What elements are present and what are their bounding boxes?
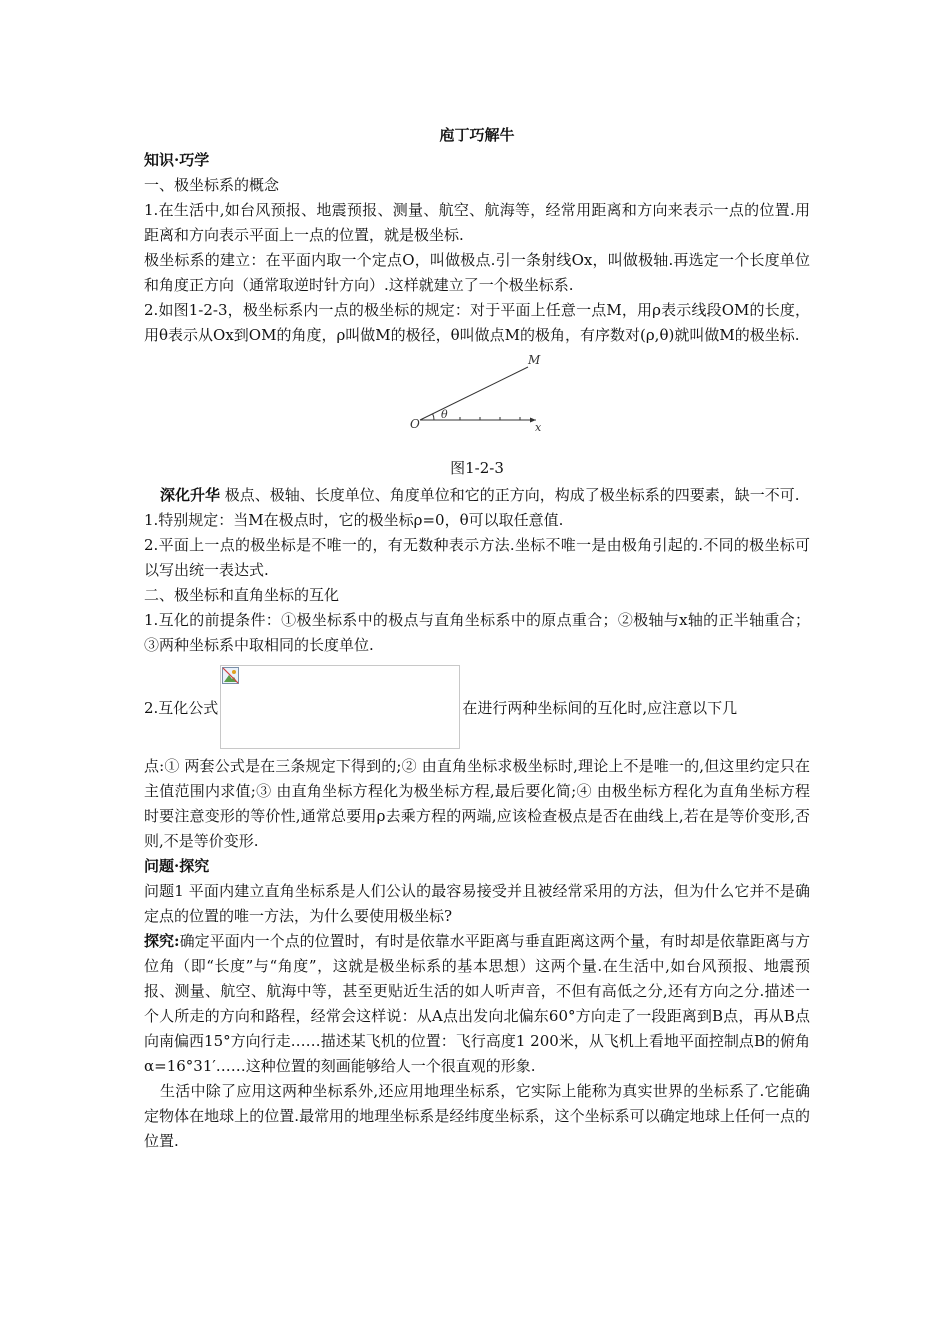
paragraph: 1.特别规定：当M在极点时，它的极坐标ρ=0，θ可以取任意值. bbox=[144, 511, 564, 529]
question-1: 问题1 平面内建立直角坐标系是人们公认的最容易接受并且被经常采用的方法，但为什么它并不是确定点的位置的唯一方法，为什么要使用极坐标? bbox=[144, 882, 810, 925]
section-heading-explore: 问题·探究 bbox=[144, 857, 210, 875]
document-title: 庖丁巧解牛 bbox=[439, 126, 515, 144]
figure-caption: 图1-2-3 bbox=[450, 459, 504, 477]
broken-image-icon bbox=[222, 667, 239, 684]
formula-before-text: 2.互化公式 bbox=[144, 698, 219, 717]
explore-text: 确定平面内一个点的位置时，有时是依靠水平距离与垂直距离这两个量，有时却是依靠距离与方位角（即“长度”与“角度”，这就是极坐标系的基本思想）这两个量.在生活中,如台风预报、地震预报、测量、航空、航海中等，甚至更贴近生活的如人听声音，不但有高低之分,还有方向之分.描述一个人所走的方向和路程，经常会这样说：从A点出发向北偏东60°方向走了一段距离到B点，再从B点向南偏西15°方向行走……描述某飞机的位置：飞行高度1 200米，从飞机上看地平面控制点B的俯角α=16°31′……这种位置的刻画能够给人一个很直观的形象. bbox=[144, 932, 810, 1075]
paragraph-explore bbox=[144, 929, 810, 1079]
paragraph-deepen bbox=[144, 483, 810, 508]
deepen-label: 深化升华 bbox=[160, 486, 221, 504]
formula-line bbox=[144, 664, 810, 750]
subheading-conversion: 二、极坐标和直角坐标的互化 bbox=[144, 586, 340, 604]
polar-diagram bbox=[404, 352, 544, 444]
paragraph-final: 生活中除了应用这两种坐标系外,还应用地理坐标系，它实际上能称为真实世界的坐标系了.它能确定物体在地球上的位置.最常用的地理坐标系是经纬度坐标系，这个坐标系可以确定地球上任何一点的位置. bbox=[144, 1082, 810, 1150]
figure-polar-coordinate bbox=[144, 352, 810, 444]
section-heading-knowledge: 知识·巧学 bbox=[144, 151, 210, 169]
formula-after-text: 在进行两种坐标间的互化时,应注意以下几 bbox=[462, 698, 738, 717]
label-o: O bbox=[410, 417, 420, 431]
explore-label: 探究: bbox=[144, 932, 180, 950]
deepen-text: 极点、极轴、长度单位、角度单位和它的正方向，构成了极坐标系的四要素，缺一不可. bbox=[220, 486, 800, 504]
label-x: x bbox=[535, 421, 542, 434]
paragraph: 1.在生活中,如台风预报、地震预报、测量、航空、航海等，经常用距离和方向来表示一点的位置.用距离和方向表示平面上一点的位置，就是极坐标. bbox=[144, 201, 810, 244]
document-page bbox=[144, 122, 810, 1154]
paragraph: 极坐标系的建立：在平面内取一个定点O，叫做极点.引一条射线Ox，叫做极轴.再选定一个长度单位和角度正方向（通常取逆时针方向）.这样就建立了一个极坐标系. bbox=[144, 251, 810, 294]
angle-arc bbox=[433, 414, 435, 421]
subheading-polar-concept: 一、极坐标系的概念 bbox=[144, 176, 280, 194]
paragraph: 2.如图1-2-3，极坐标系内一点的极坐标的规定：对于平面上任意一点M，用ρ表示线段OM的长度，用θ表示从Ox到OM的角度，ρ叫做M的极径，θ叫做点M的极角，有序数对(ρ,θ)就叫做M的极坐标. bbox=[144, 301, 810, 344]
ray-om bbox=[420, 367, 528, 420]
label-theta: θ bbox=[441, 408, 448, 421]
paragraph: 1.互化的前提条件：①极坐标系中的极点与直角坐标系中的原点重合；②极轴与x轴的正半轴重合；③两种坐标系中取相同的长度单位. bbox=[144, 611, 810, 654]
paragraph: 2.平面上一点的极坐标是不唯一的，有无数种表示方法.坐标不唯一是由极角引起的.不同的极坐标可以写出统一表达式. bbox=[144, 536, 810, 579]
formula-image-placeholder bbox=[220, 665, 460, 749]
label-m: M bbox=[528, 353, 541, 367]
paragraph: 点:① 两套公式是在三条规定下得到的;② 由直角坐标求极坐标时,理论上不是唯一的,但这里约定只在主值范围内求值;③ 由直角坐标方程化为极坐标方程,最后要化简;④ 由极坐标方程化为直角坐标方程时要注意变形的等价性,通常总要用ρ去乘方程的两端,应该检查极点是否在曲线上,若在是等价变形,否则,不是等价变形. bbox=[144, 757, 810, 850]
